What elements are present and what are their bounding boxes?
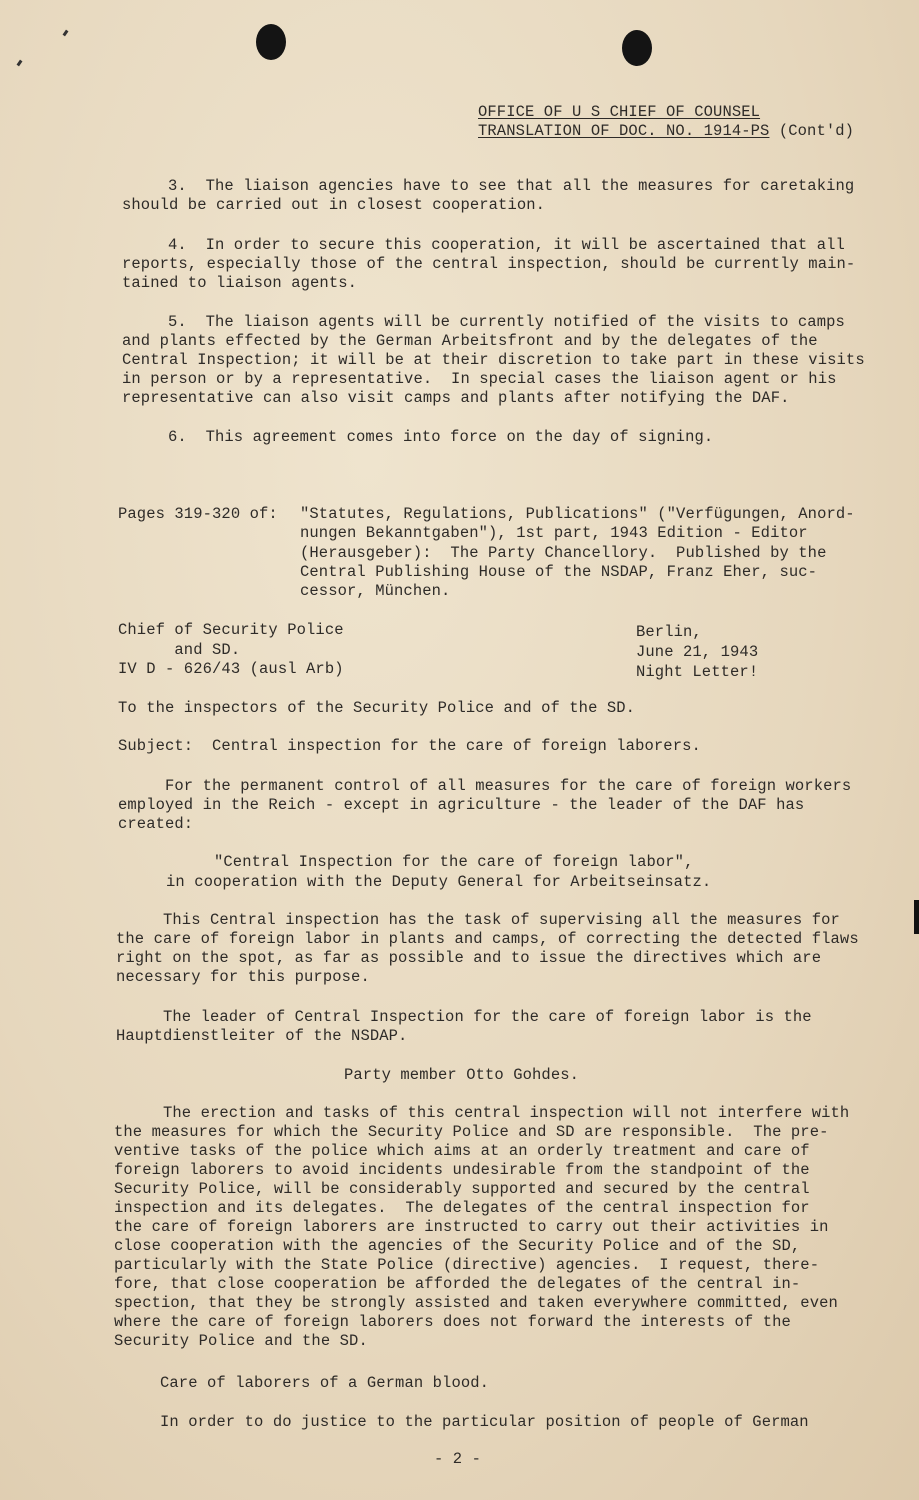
addressee: To the inspectors of the Security Police and of the SD. (118, 699, 636, 717)
quote-line: in cooperation with the Deputy General for Arbeitseinsatz. (166, 873, 712, 891)
body-line: For the permanent control of all measures for the care of foreign workers (165, 777, 852, 795)
sender-line: IV D - 626/43 (ausl Arb) (118, 660, 344, 678)
sender-line: Chief of Security Police (118, 621, 344, 639)
body-line: foreign laborers to avoid incidents undesirable from the standpoint of the (114, 1161, 810, 1179)
body-line: ventive tasks of the police which aims at an orderly treatment and care of (114, 1142, 810, 1160)
body-line: Security Police, will be considerably supported and secured by the central (114, 1180, 810, 1198)
party-member: Party member Otto Gohdes. (344, 1066, 580, 1084)
punch-hole-left (256, 24, 286, 60)
para-5-line: representative can also visit camps and plants after notifying the DAF. (122, 389, 790, 407)
source-line: nungen Bekanntgaben"), 1st part, 1943 Edition - Editor (300, 524, 808, 542)
body-line: created: (118, 815, 194, 833)
body-line: The leader of Central Inspection for the care of foreign labor is the (163, 1008, 812, 1026)
body-line: the care of foreign labor in plants and camps, of correcting the detected flaws (116, 930, 859, 948)
cont-label: (Cont'd) (769, 122, 855, 140)
ink-mark (17, 60, 23, 67)
body-line: This Central inspection has the task of supervising all the measures for (163, 911, 840, 929)
body-line: employed in the Reich - except in agriculture - the leader of the DAF has (118, 796, 805, 814)
body-line: the care of foreign laborers are instructed to carry out their activities in (114, 1218, 829, 1236)
translation-header (478, 122, 854, 141)
para-3-line: should be carried out in closest cooperation. (122, 196, 546, 214)
para-3-line: 3. The liaison agencies have to see that all the measures for caretaking (168, 177, 855, 195)
para-4-line: 4. In order to secure this cooperation, it will be ascertained that all (168, 236, 845, 254)
ink-mark (63, 30, 69, 37)
quote-line: "Central Inspection for the care of foreign labor", (214, 853, 694, 871)
edge-clip (914, 900, 919, 934)
page-number: - 2 - (434, 1450, 482, 1468)
body-line: right on the spot, as far as possible and to issue the directives which are (116, 949, 822, 967)
body-line: Hauptdienstleiter of the NSDAP. (116, 1027, 408, 1045)
office-header: OFFICE OF U S CHIEF OF COUNSEL (478, 103, 761, 121)
para-5-line: 5. The liaison agents will be currently notified of the visits to camps (168, 313, 845, 331)
place-line: Berlin, (636, 623, 702, 641)
para-4-line: reports, especially those of the central inspection, should be currently main- (122, 255, 856, 273)
para-4-line: tained to liaison agents. (122, 274, 358, 292)
doc-number: TRANSLATION OF DOC. NO. 1914-PS (478, 122, 770, 140)
body-line: Security Police and the SD. (114, 1332, 368, 1350)
source-line: "Statutes, Regulations, Publications" ("Verfügungen, Anord- (300, 505, 855, 523)
punch-hole-right (622, 30, 652, 66)
body-line: particularly with the State Police (directive) agencies. I request, there- (114, 1256, 820, 1274)
body-line: The erection and tasks of this central inspection will not interfere with (163, 1104, 850, 1122)
body-line: spection, that they be strongly assisted and taken everywhere committed, even (114, 1294, 838, 1312)
para-5-line: Central Inspection; it will be at their discretion to take part in these visits (122, 351, 865, 369)
body-line: necessary for this purpose. (116, 968, 370, 986)
source-label: Pages 319-320 of: (118, 505, 278, 523)
body-line: the measures for which the Security Police and SD are responsible. The pre- (114, 1123, 829, 1141)
para-5-line: in person or by a representative. In special cases the liaison agent or his (122, 370, 837, 388)
source-line: Central Publishing House of the NSDAP, Franz Eher, suc- (300, 563, 818, 581)
subject-line: Subject: Central inspection for the care of foreign laborers. (118, 737, 701, 755)
sender-line: and SD. (118, 641, 241, 659)
body-line: In order to do justice to the particular position of people of German (160, 1413, 809, 1431)
para-6-line: 6. This agreement comes into force on the day of signing. (168, 428, 714, 446)
date-line: June 21, 1943 (636, 643, 759, 661)
para-5-line: and plants effected by the German Arbeitsfront and by the delegates of the (122, 332, 818, 350)
night-letter-line: Night Letter! (636, 663, 759, 681)
source-line: cessor, München. (300, 582, 451, 600)
source-line: (Herausgeber): The Party Chancellory. Published by the (300, 544, 827, 562)
body-line: fore, that close cooperation be afforded the delegates of the central in- (114, 1275, 801, 1293)
section-heading: Care of laborers of a German blood. (160, 1374, 490, 1392)
body-line: inspection and its delegates. The delegates of the central inspection for (114, 1199, 810, 1217)
body-line: close cooperation with the agencies of the Security Police and of the SD, (114, 1237, 801, 1255)
body-line: where the care of foreign laborers does not forward the interests of the (114, 1313, 791, 1331)
